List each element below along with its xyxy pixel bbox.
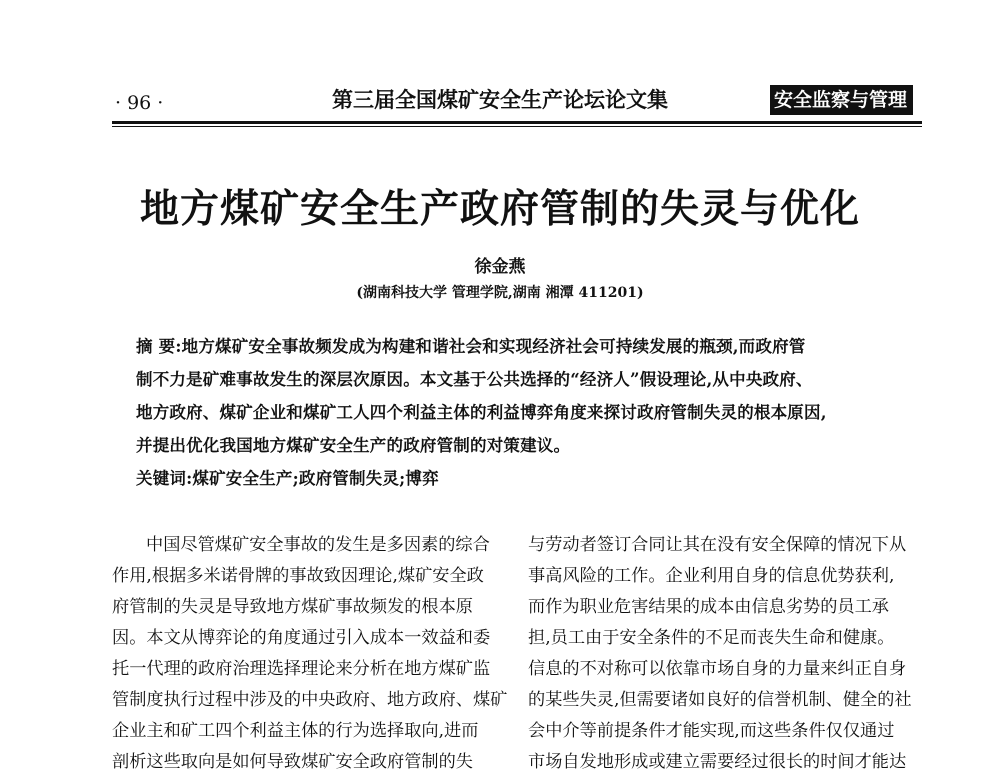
body-right-column [528, 530, 914, 778]
body-line: 市场自发地形成或建立需要经过很长的时间才能达 [528, 752, 907, 772]
journal-title: 第三届全国煤矿安全生产论坛论文集 [332, 88, 668, 112]
body-line: 剖析这些取向是如何导致煤矿安全政府管制的失 [112, 752, 473, 772]
body-line: 作用,根据多米诺骨牌的事故致因理论,煤矿安全政 [112, 566, 484, 586]
header-rule [112, 121, 922, 124]
body-line: 信息的不对称可以依靠市场自身的力量来纠正自身 [528, 659, 907, 679]
body-line: 府管制的失灵是导致地方煤矿事故频发的根本原 [112, 597, 473, 617]
abstract-line: 摘 要:地方煤矿安全事故频发成为构建和谐社会和实现经济社会可持续发展的瓶颈,而政府管 [136, 337, 806, 356]
body-line: 担,员工由于安全条件的不足而丧失生命和健康。 [528, 628, 895, 648]
body-line: 因。本文从博弈论的角度通过引入成本一效益和委 [112, 628, 491, 648]
body-line: 中国尽管煤矿安全事故的发生是多因素的综合 [146, 535, 490, 555]
section-tag: 安全监察与管理 [770, 85, 913, 115]
page-number: · 96 · [115, 92, 164, 114]
body-line: 而作为职业危害结果的成本由信息劣势的员工承 [528, 597, 889, 617]
body-line: 托一代理的政府治理选择理论来分析在地方煤矿监 [112, 659, 491, 679]
body-line: 事高风险的工作。企业利用自身的信息优势获利, [528, 566, 895, 586]
body-line: 的某些失灵,但需要诸如良好的信誉机制、健全的社 [528, 690, 912, 710]
body-line: 会中介等前提条件才能实现,而这些条件仅仅通过 [528, 721, 895, 741]
body-line: 与劳动者签订合同让其在没有安全保障的情况下从 [528, 535, 907, 555]
body-line: 管制度执行过程中涉及的中央政府、地方政府、煤矿 [112, 690, 508, 710]
author-affiliation: (湖南科技大学 管理学院,湖南 湘潭 411201) [356, 285, 644, 301]
abstract-line: 并提出优化我国地方煤矿安全生产的政府管制的对策建议。 [136, 436, 571, 455]
body-left-column [112, 530, 508, 778]
keywords: 关键词:煤矿安全生产;政府管制失灵;博弈 [136, 469, 439, 488]
author-name: 徐金燕 [474, 257, 526, 277]
body-line: 企业主和矿工四个利益主体的行为选择取向,进而 [112, 721, 479, 741]
header-rule-thin [112, 126, 922, 127]
article-title: 地方煤矿安全生产政府管制的失灵与优化 [139, 187, 860, 232]
abstract-line: 制不力是矿难事故发生的深层次原因。本文基于公共选择的“经济人”假设理论,从中央政府、 [136, 370, 813, 389]
abstract-line: 地方政府、煤矿企业和煤矿工人四个利益主体的利益博弈角度来探讨政府管制失灵的根本原因, [136, 403, 827, 422]
